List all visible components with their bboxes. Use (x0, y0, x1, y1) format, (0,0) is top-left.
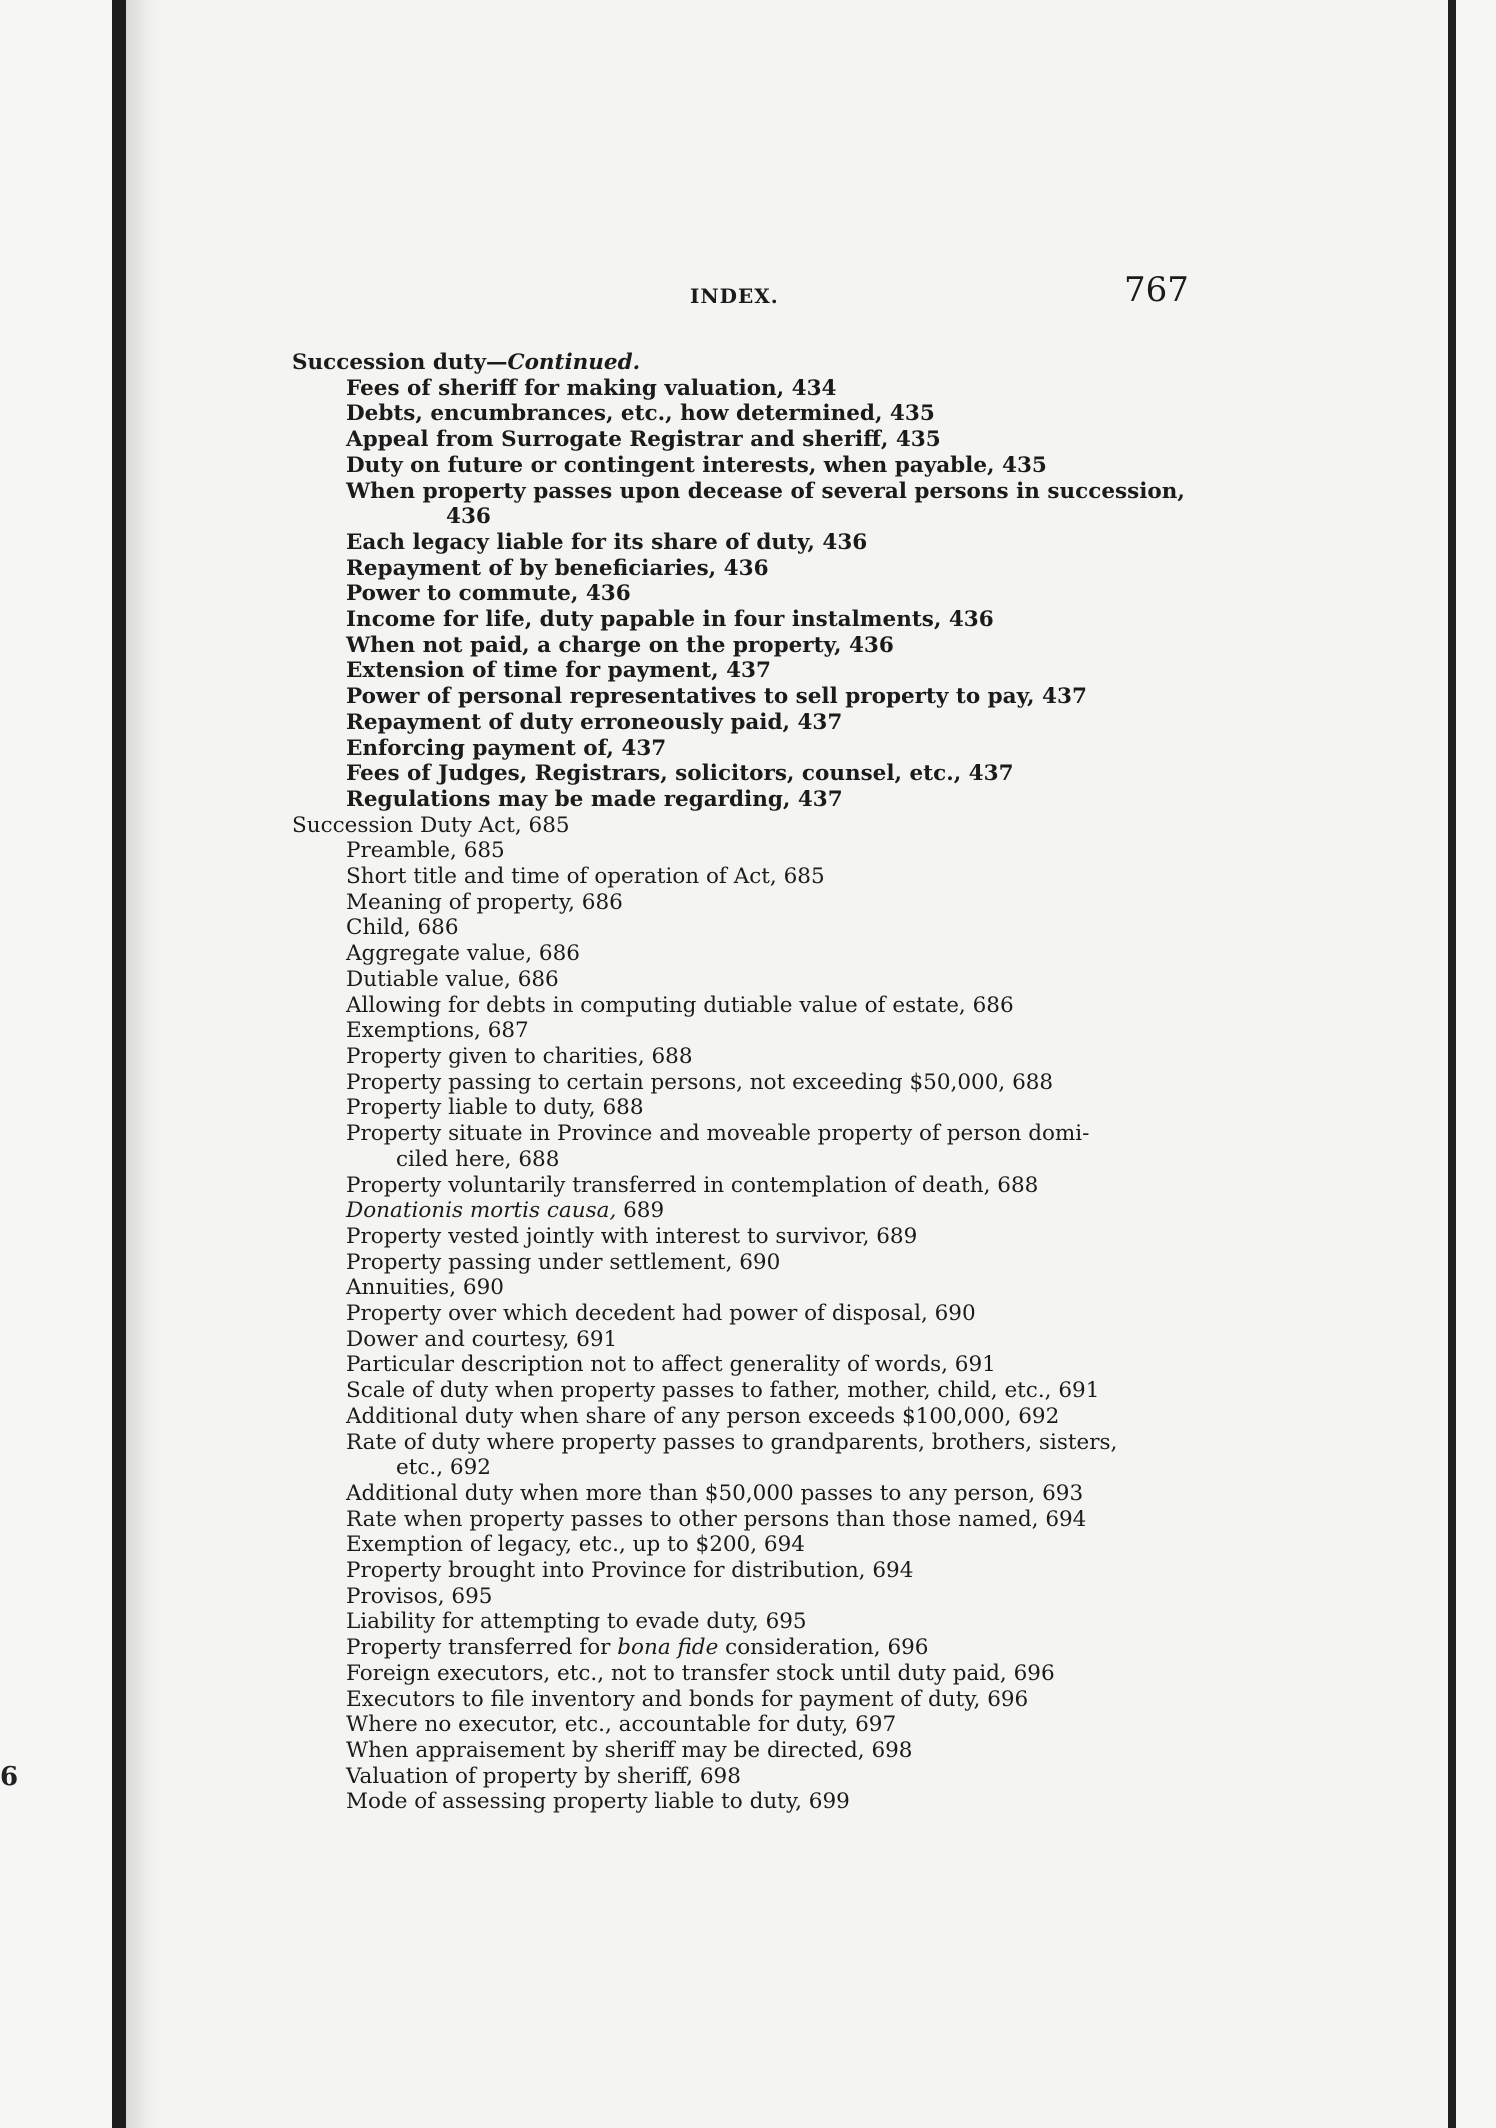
index-entry: Property voluntarily transferred in contemplation of death, 688 (346, 1172, 1039, 1198)
index-entry: Rate when property passes to other persons than those named, 694 (346, 1506, 1087, 1532)
index-entry: Provisos, 695 (346, 1583, 493, 1609)
index-entry: Regulations may be made regarding, 437 (346, 786, 843, 812)
index-entry: Meaning of property, 686 (346, 889, 623, 915)
index-entry: When not paid, a charge on the property, 436 (346, 632, 894, 658)
index-entry: Debts, encumbrances, etc., how determined, 435 (346, 401, 935, 427)
index-entry: Annuities, 690 (346, 1275, 504, 1301)
index-entry: Executors to file inventory and bonds for payment of duty, 696 (346, 1686, 1029, 1712)
index-entry: Valuation of property by sheriff, 698 (346, 1763, 741, 1789)
book-binding (112, 0, 126, 2128)
index-entry: Dower and courtesy, 691 (346, 1326, 618, 1352)
latin-term: bona fide (617, 1635, 719, 1661)
index-entry: Aggregate value, 686 (346, 941, 580, 967)
heading-text: Succession duty— (292, 350, 508, 375)
index-entry: Foreign executors, etc., not to transfer stock until duty paid, 696 (346, 1660, 1055, 1686)
index-entry: Dutiable value, 686 (346, 966, 559, 992)
index-entry-continuation: ciled here, 688 (396, 1146, 560, 1172)
index-entry: Particular description not to affect generality of words, 691 (346, 1352, 996, 1378)
index-entry: Property situate in Province and moveable property of person domi- (346, 1121, 1090, 1147)
index-body (292, 350, 1412, 1815)
index-entry: Exemptions, 687 (346, 1018, 529, 1044)
index-entry-continuation: etc., 692 (396, 1455, 491, 1481)
index-entry: Exemption of legacy, etc., up to $200, 694 (346, 1532, 805, 1558)
index-entry: Property passing to certain persons, not exceeding $50,000, 688 (346, 1069, 1054, 1095)
index-entry: Property given to charities, 688 (346, 1043, 693, 1069)
latin-term: Donationis mortis causa, (346, 1198, 617, 1224)
left-page-edge (0, 0, 126, 2128)
entry-text: Property transferred for (346, 1635, 618, 1661)
index-entry: Each legacy liable for its share of duty, 436 (346, 529, 868, 555)
index-entry: Property liable to duty, 688 (346, 1095, 644, 1121)
index-entry: Allowing for debts in computing dutiable value of estate, 686 (346, 992, 1014, 1018)
index-entry: When property passes upon decease of several persons in succession, (346, 478, 1185, 504)
index-entry: Property brought into Province for distribution, 694 (346, 1558, 914, 1584)
page-ref: 689 (616, 1198, 665, 1224)
index-heading: Succession Duty Act, 685 (292, 812, 570, 838)
index-entry: Scale of duty when property passes to father, mother, child, etc., 691 (346, 1378, 1100, 1404)
index-entry: Income for life, duty papable in four instalments, 436 (346, 607, 994, 633)
index-heading (292, 350, 1412, 376)
index-entry: Power of personal representatives to sell property to pay, 437 (346, 684, 1087, 710)
index-entry: Preamble, 685 (346, 838, 505, 864)
index-entry: Liability for attempting to evade duty, 695 (346, 1609, 807, 1635)
index-entry: Extension of time for payment, 437 (346, 658, 771, 684)
left-page-digit: 6 (0, 1762, 19, 1792)
index-entry: Duty on future or contingent interests, when payable, 435 (346, 452, 1047, 478)
heading-continued: Continued. (507, 350, 641, 375)
index-entry: Fees of sheriff for making valuation, 434 (346, 375, 837, 401)
index-entry (292, 1198, 1412, 1224)
index-entry: Property over which decedent had power of disposal, 690 (346, 1301, 976, 1327)
index-entry: When appraisement by sheriff may be directed, 698 (346, 1737, 913, 1763)
index-entry: Rate of duty where property passes to grandparents, brothers, sisters, (346, 1429, 1118, 1455)
index-entry: Repayment of duty erroneously paid, 437 (346, 709, 843, 735)
page-number: 767 (1124, 270, 1189, 310)
page-gutter (126, 0, 160, 2128)
index-entry: Repayment of by beneficiaries, 436 (346, 555, 769, 581)
index-entry: Additional duty when more than $50,000 passes to any person, 693 (346, 1480, 1084, 1506)
index-entry: Fees of Judges, Registrars, solicitors, counsel, etc., 437 (346, 761, 1014, 787)
index-entry: Property passing under settlement, 690 (346, 1249, 781, 1275)
index-entry: Additional duty when share of any person exceeds $100,000, 692 (346, 1403, 1060, 1429)
index-entry: Mode of assessing property liable to duty, 699 (346, 1789, 850, 1815)
index-entry: Property vested jointly with interest to survivor, 689 (346, 1223, 918, 1249)
index-entry: Short title and time of operation of Act, 685 (346, 864, 825, 890)
index-entry (292, 1635, 1412, 1661)
running-head: INDEX. (690, 284, 779, 308)
index-entry: Enforcing payment of, 437 (346, 735, 667, 761)
index-entry: Power to commute, 436 (346, 581, 631, 607)
index-entry: Where no executor, etc., accountable for duty, 697 (346, 1712, 897, 1738)
index-entry: Appeal from Surrogate Registrar and sheriff, 435 (346, 427, 941, 453)
index-entry: Child, 686 (346, 915, 459, 941)
entry-text: consideration, 696 (718, 1635, 929, 1661)
index-entry-continuation: 436 (446, 504, 491, 530)
right-margin (1456, 0, 1496, 2128)
